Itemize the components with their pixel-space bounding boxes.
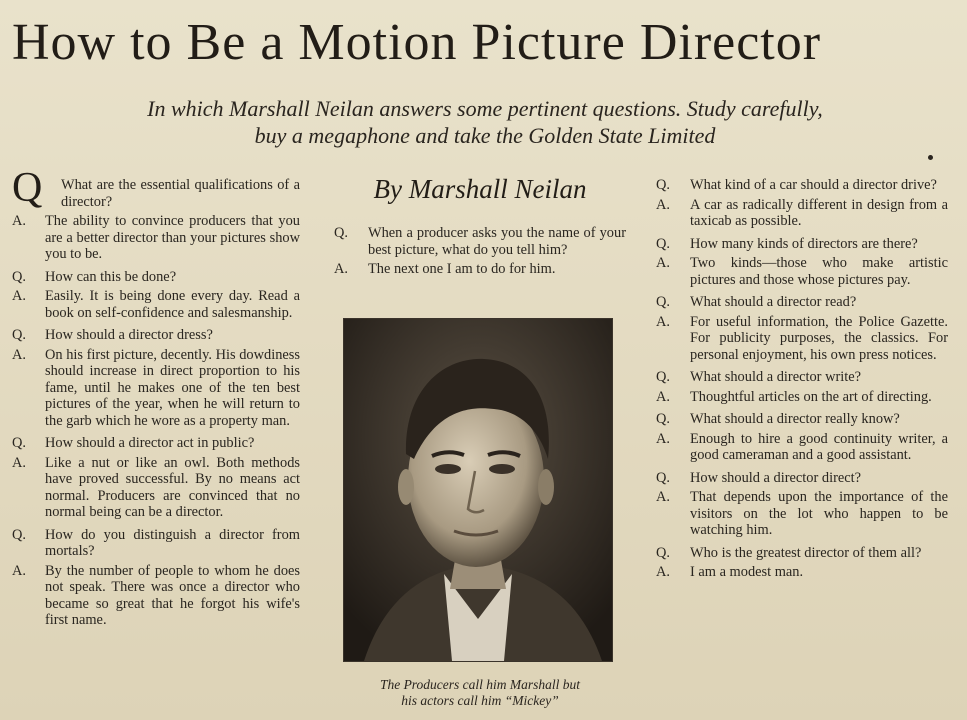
question-4 <box>12 435 300 452</box>
ornament-dot <box>928 155 933 160</box>
question-text: What should a director write? <box>690 369 862 385</box>
answer-11 <box>656 431 948 464</box>
answer-text: Like a nut or like an owl. Both methods have proved successful. By no means act normal. Producers are convinced that no normal being can be a director. <box>45 454 300 520</box>
answer-label: A. <box>12 288 26 304</box>
answer-5 <box>12 563 300 629</box>
answer-label: A. <box>12 562 26 579</box>
answer-text: By the number of people to whom he does not speak. There was once a director who became so great that he forgot his wife's first name. <box>45 562 300 628</box>
answer-label: A. <box>656 564 670 580</box>
answer-13 <box>656 564 948 581</box>
answer-label: A. <box>656 255 670 271</box>
answer-label: A. <box>656 313 670 330</box>
question-1 <box>12 177 300 210</box>
answer-text: Enough to hire a good continuity writer, a good cameraman and a good assistant. <box>690 430 948 463</box>
answer-label: A. <box>656 489 670 505</box>
question-label: Q. <box>656 369 670 385</box>
drop-cap-q: Q <box>12 165 43 211</box>
question-label: Q. <box>656 544 670 561</box>
answer-text: The next one I am to do for him. <box>368 261 556 277</box>
answer-text: A car as radically different in design from a taxicab as possible. <box>690 196 948 229</box>
question-text: When a producer asks you the name of your best picture, what do you tell him? <box>368 225 626 258</box>
answer-label: A. <box>12 213 26 229</box>
qa-column-1 <box>12 177 300 629</box>
answer-4 <box>12 455 300 521</box>
question-label: Q. <box>656 177 670 193</box>
question-12 <box>656 470 948 487</box>
answer-label: A. <box>656 388 670 405</box>
answer-text: That depends upon the importance of the visitors on the lot who happen to be watching him. <box>690 489 948 538</box>
answer-2 <box>12 288 300 321</box>
question-label: Q. <box>12 327 26 343</box>
question-3 <box>12 327 300 344</box>
answer-9 <box>656 314 948 364</box>
question-text: How do you distinguish a director from mortals? <box>45 526 300 559</box>
question-text: How should a director act in public? <box>45 435 255 451</box>
answer-label: A. <box>334 261 348 277</box>
question-label: Q. <box>656 235 670 252</box>
question-label: Q. <box>12 435 26 451</box>
subtitle-line-2: buy a megaphone and take the Golden State Limited <box>254 123 716 148</box>
question-10 <box>656 369 948 386</box>
caption-line-2: his actors call him “Mickey” <box>401 693 559 708</box>
question-text: What should a director really know? <box>690 411 900 427</box>
question-text: How many kinds of directors are there? <box>690 235 918 252</box>
question-text: Who is the greatest director of them all? <box>690 544 922 561</box>
question-5 <box>12 527 300 560</box>
question-label: Q. <box>12 268 26 285</box>
subtitle <box>60 95 910 149</box>
subtitle-line-1: In which Marshall Neilan answers some pertinent questions. Study carefully, <box>147 96 823 121</box>
caption-line-1: The Producers call him Marshall but <box>379 677 581 692</box>
answer-12 <box>656 489 948 539</box>
answer-label: A. <box>12 454 26 471</box>
page-title: How to Be a Motion Picture Director <box>12 14 822 71</box>
qa-column-3 <box>656 177 948 581</box>
byline: By Marshall Neilan <box>373 174 587 204</box>
question-text: What should a director read? <box>690 294 857 310</box>
question-text: How should a director dress? <box>45 327 213 343</box>
answer-text: Easily. It is being done every day. Read a book on self-confidence and salesmanship. <box>45 288 300 321</box>
question-label: Q. <box>656 469 670 486</box>
answer-label: A. <box>656 430 670 447</box>
question-6 <box>334 225 626 258</box>
answer-text: I am a modest man. <box>690 564 804 580</box>
portrait-illustration <box>344 319 612 661</box>
portrait-photo <box>343 318 613 662</box>
question-text: What kind of a car should a director drive? <box>690 177 937 193</box>
question-label: Q. <box>656 294 670 310</box>
question-7 <box>656 177 948 194</box>
answer-text: On his first picture, decently. His dowdiness should increase in direct proportion to his fame, until he makes one of the ten best pictures of the year, when he will return to the garb which he wore as a property man. <box>45 346 300 429</box>
question-text: How can this be done? <box>45 268 177 285</box>
question-label: Q. <box>12 526 26 543</box>
question-label: Q. <box>334 225 348 241</box>
answer-3 <box>12 347 300 430</box>
answer-text: The ability to convince producers that you are a better director than your pictures show you to be. <box>45 213 300 262</box>
answer-text: Thoughtful articles on the art of directing. <box>690 388 932 405</box>
question-8 <box>656 236 948 253</box>
answer-text: Two kinds—those who make artistic pictures and those whose pictures pay. <box>690 255 948 288</box>
question-label: Q. <box>656 411 670 427</box>
question-2 <box>12 269 300 286</box>
answer-6 <box>334 261 626 278</box>
question-13 <box>656 545 948 562</box>
answer-text: For useful information, the Police Gazette. For publicity purposes, the classics. For personal enjoyment, his own press notices. <box>690 313 948 363</box>
photo-caption <box>330 677 630 709</box>
question-text: How should a director direct? <box>690 469 862 486</box>
answer-1 <box>12 213 300 263</box>
answer-7 <box>656 197 948 230</box>
answer-8 <box>656 255 948 288</box>
question-text: What are the essential qualifications of a director? <box>61 177 300 210</box>
answer-label: A. <box>656 196 670 213</box>
qa-column-2 <box>334 225 626 278</box>
question-9 <box>656 294 948 311</box>
answer-label: A. <box>12 346 26 363</box>
answer-10 <box>656 389 948 406</box>
question-11 <box>656 411 948 428</box>
